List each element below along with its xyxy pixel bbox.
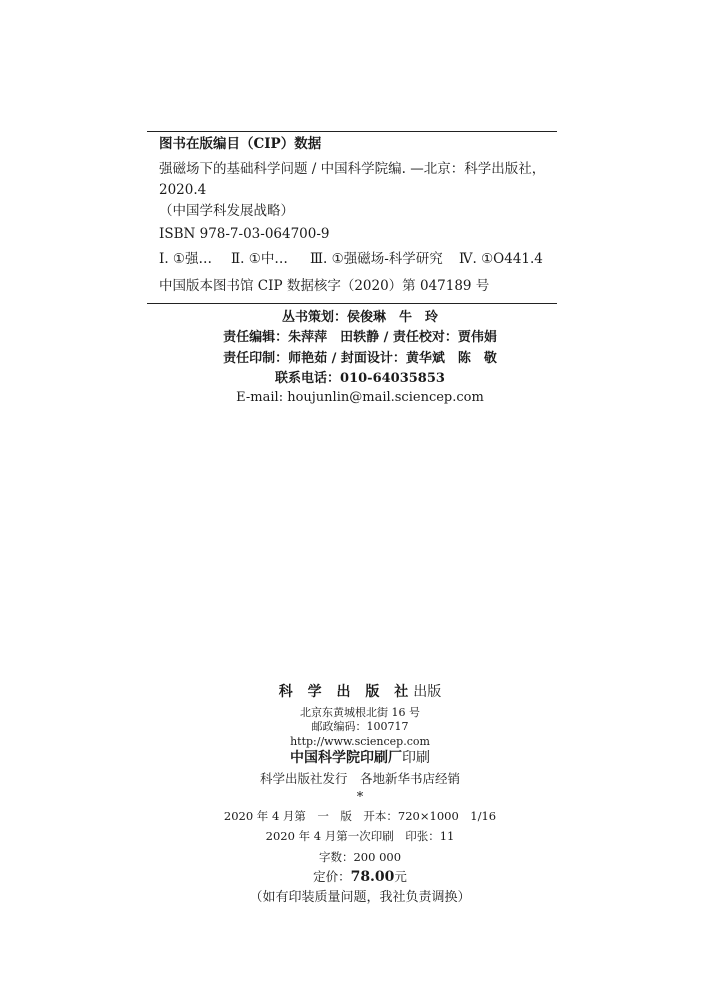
- distribution-line: 科学出版社发行 各地新华书店经销: [259, 771, 460, 786]
- separator-star: *: [356, 790, 364, 805]
- cip-classification-iii: Ⅲ. ①强磁场-科学研究: [310, 251, 443, 267]
- cip-record-number: 中国版本图书馆 CIP 数据核字（2020）第 047189 号: [159, 278, 490, 294]
- series-planning: 丛书策划：侯俊琳 牛 玲: [281, 310, 438, 325]
- price-unit: 元: [394, 869, 407, 884]
- impression-line: 2020 年 4 月第一次印刷 印张：11: [265, 829, 455, 843]
- cip-series: （中国学科发展战略）: [159, 203, 294, 219]
- contact-email: E-mail: houjunlin@mail.sciencep.com: [236, 390, 484, 405]
- publisher-url: http://www.sciencep.com: [290, 735, 430, 748]
- publisher-name: 科 学 出 版 社: [278, 684, 414, 700]
- price-value: 78.00: [350, 869, 395, 885]
- cip-classification-iv: Ⅳ. ①O441.4: [459, 251, 543, 267]
- publisher-suffix: 出版: [413, 684, 442, 700]
- publisher-address: 北京东黄城根北街 16 号: [300, 706, 420, 719]
- price-line: [0, 870, 720, 884]
- printer-line: [0, 751, 720, 765]
- publisher-postcode: 邮政编码：100717: [311, 720, 409, 733]
- cip-classification-ii: Ⅱ. ①中…: [231, 251, 288, 267]
- word-count: 字数：200 000: [318, 850, 402, 864]
- printer-name: 中国科学院印刷厂: [290, 750, 402, 766]
- cip-line-2: 2020.4: [159, 182, 207, 198]
- middle-rule: [147, 303, 557, 304]
- cip-line-1: 强磁场下的基础科学问题 / 中国科学院编. —北京：科学出版社，: [159, 161, 546, 177]
- top-rule: [147, 131, 557, 132]
- responsible-printing: 责任印制：师艳茹 / 封面设计：黄华斌 陈 敬: [223, 351, 497, 366]
- price-label: 定价：: [313, 869, 351, 884]
- printer-suffix: 印刷: [402, 750, 430, 766]
- cip-title: 图书在版编目（CIP）数据: [159, 136, 322, 152]
- quality-notice: （如有印装质量问题，我社负责调换）: [249, 890, 471, 905]
- contact-phone: 联系电话：010-64035853: [275, 371, 445, 386]
- cip-classification-i: Ⅰ. ①强…: [159, 251, 213, 267]
- responsible-editors: 责任编辑：朱萍萍 田轶静 / 责任校对：贾伟娟: [223, 330, 497, 345]
- edition-line: 2020 年 4 月第 一 版 开本：720×1000 1/16: [223, 809, 497, 823]
- publisher-line: [0, 685, 720, 699]
- cip-isbn: ISBN 978-7-03-064700-9: [159, 226, 330, 242]
